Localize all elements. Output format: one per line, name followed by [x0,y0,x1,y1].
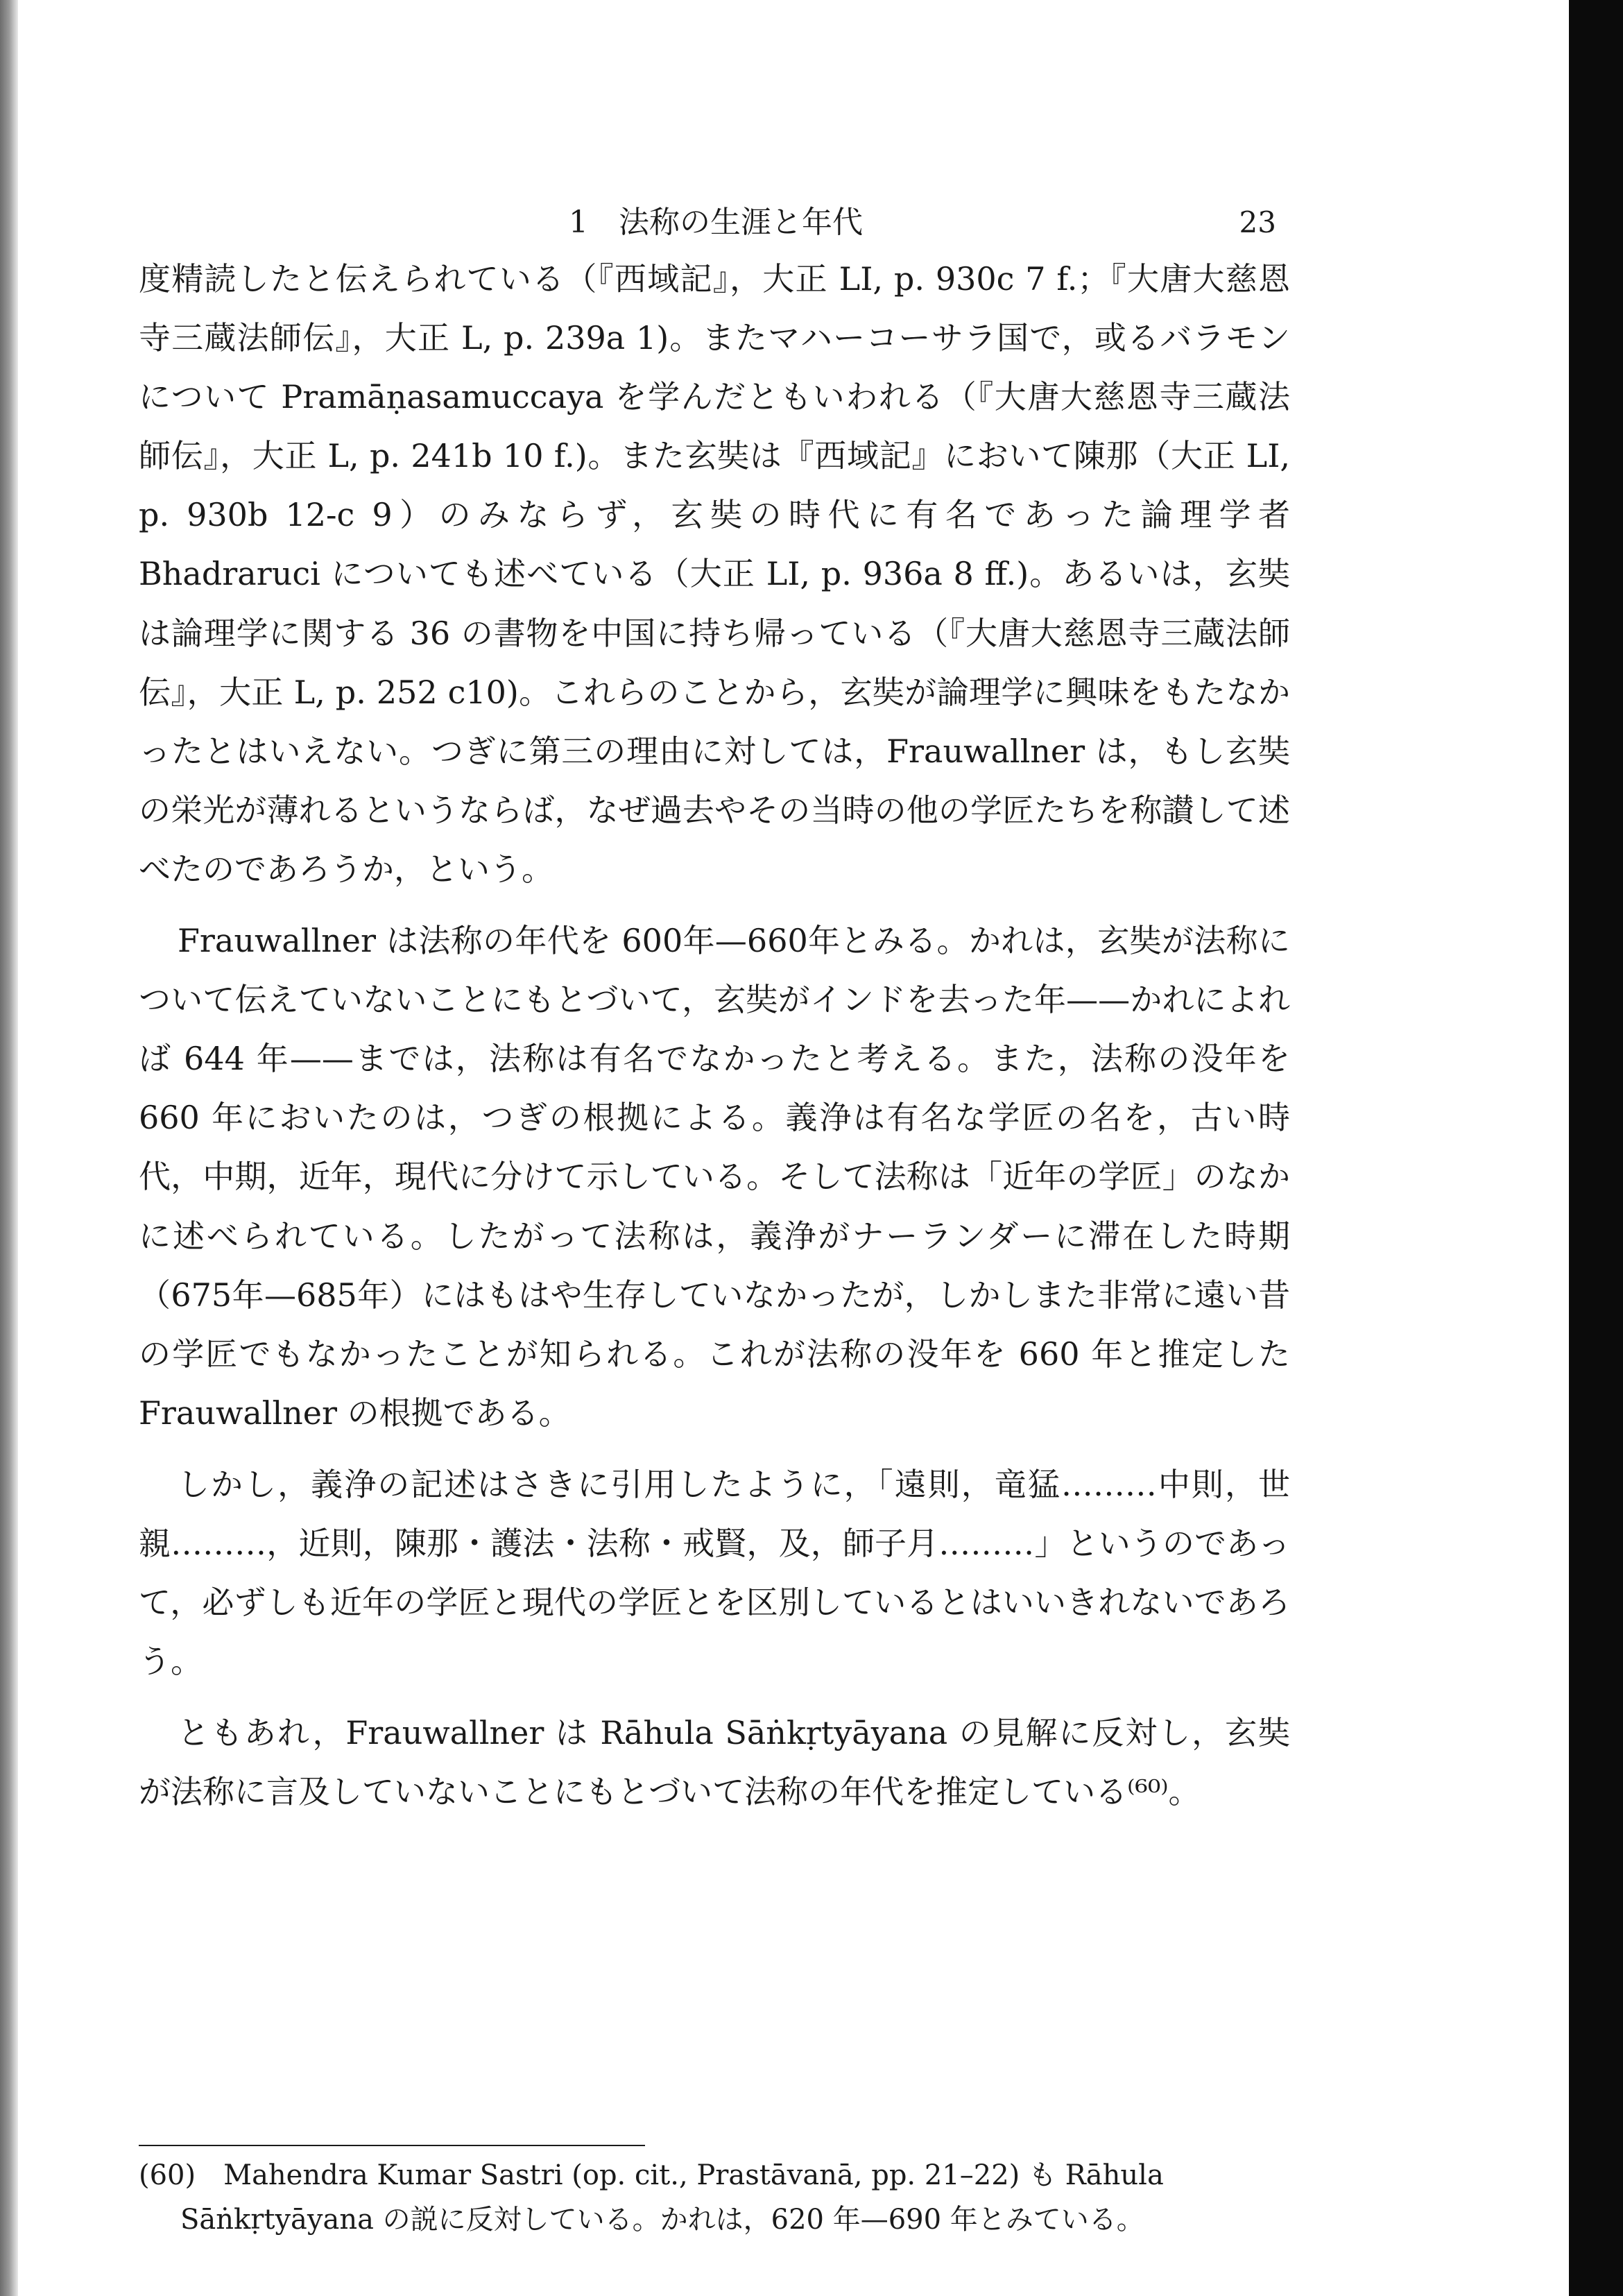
paragraph-2: Frauwallner は法称の年代を 600年—660年とみる。かれは，玄奘が法称について伝えていないことにもとづいて，玄奘がインドを去った年——かれによれば 644 年——までは，法称は有名でなかったと考える。また，法称の没年を 660 年においたのは，つぎの根拠による。義浄は有名な学匠の名を，古い時代，中期，近年，現代に分けて示している。そして法称は「近年の学匠」のなかに述べられている。したがって法称は，義浄がナーランダーに滞在した時期（675年—685年）にはもはや生存していなかったが，しかしまた非常に遠い昔の学匠でもなかったことが知られる。これが法称の没年を 660 年と推定した Frauwallner の根拠である。 [139,922,1290,1432]
page-number: 23 [1239,205,1276,239]
paragraph-4: ともあれ，Frauwallner は Rāhula Sāṅkṛtyāyana の見解に反対し，玄奘が法称に言及していないことにもとづいて法称の年代を推定している⁽⁶⁰⁾。 [139,1714,1290,1811]
footnote-rule [139,2145,645,2146]
paragraph-1: 度精読したと伝えられている（『西域記』，大正 LI, p. 930c 7 f.；『大唐大慈恩寺三蔵法師伝』，大正 L, p. 239a 1)。またマハーコーサラ国で，或るバラモンについて Pramāṇasamuccaya を学んだともいわれる（『大唐大慈恩寺三蔵法師伝』，大正 L, p. 241b 10 f.)。また玄奘は『西域記』において陳那（大正 LI, p. 930b 12-c 9）のみならず，玄奘の時代に有名であった論理学者 Bhadraruci についても述べている（大正 LI, p. 936a 8 ff.)。あるいは，玄奘は論理学に関する 36 の書物を中国に持ち帰っている（『大唐大慈恩寺三蔵法師伝』，大正 L, p. 252 c10)。これらのことから，玄奘が論理学に興味をもたなかったとはいえない。つぎに第三の理由に対しては，Frauwallner は，もし玄奘の栄光が薄れるというならば，なぜ過去やその当時の他の学匠たちを称讃して述べたのであろうか，という。 [139,260,1290,888]
footnote [139,2153,1290,2242]
footnote-line-2: Sāṅkṛtyāyana の説に反対している。かれは，620 年—690 年とみている。 [180,2204,1144,2236]
footnote-line-1: (60) Mahendra Kumar Sastri (op. cit., Prastāvanā, pp. 21–22) も Rāhula [139,2159,1164,2191]
scan-edge-right [1569,0,1623,2296]
page-header [139,197,1290,246]
chapter-title: 1 法称の生涯と年代 [569,205,863,240]
body-text [139,250,1290,1822]
scan-edge-left [0,0,18,2296]
paragraph-3: しかし，義浄の記述はさきに引用したように，「遠則，竜猛………中則，世親………，近則，陳那・護法・法称・戒賢，及，師子月………」というのであって，必ずしも近年の学匠と現代の学匠とを区別しているとはいいきれないであろう。 [139,1465,1290,1681]
